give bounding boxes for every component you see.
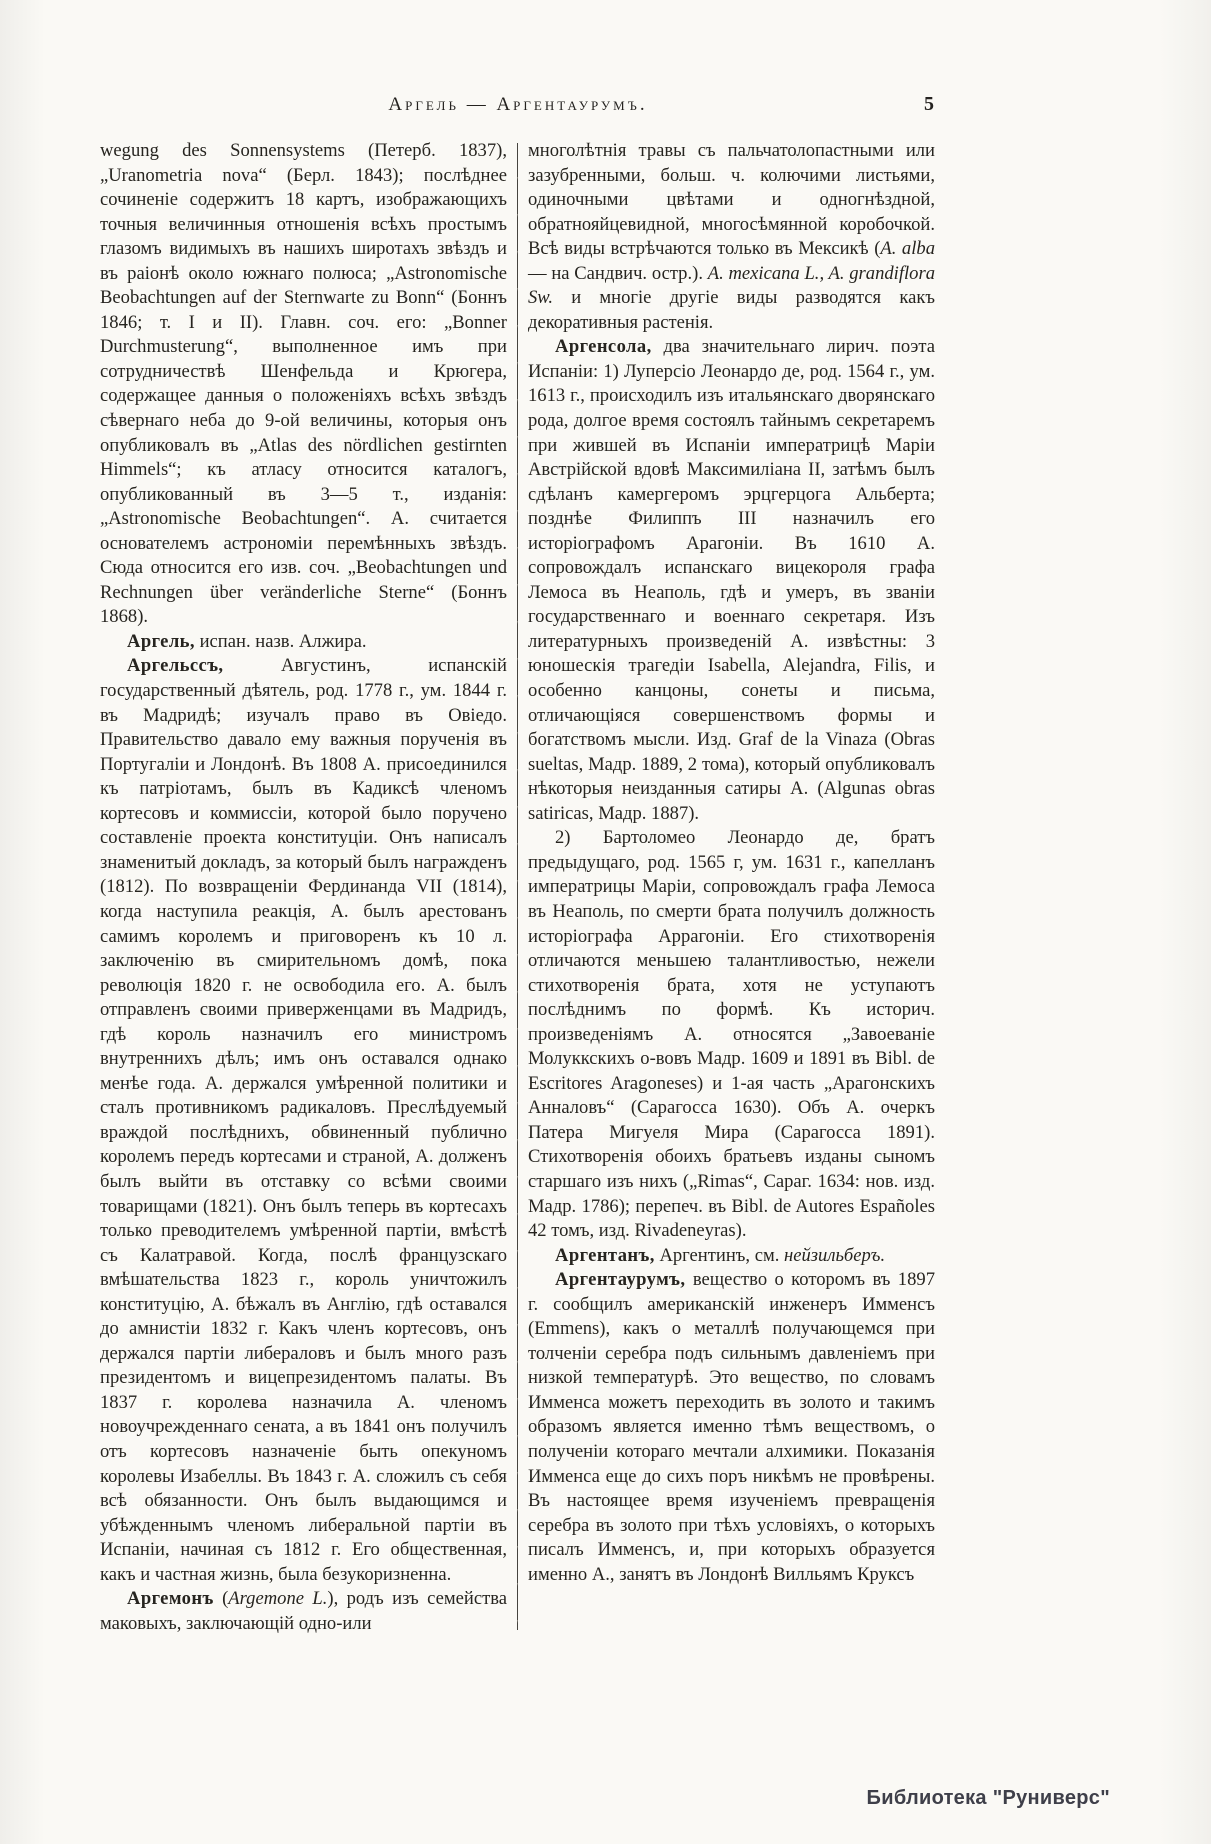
text-run: и многіе другіе виды разводятся какъ декоративныя растенія.: [528, 287, 935, 333]
paragraph: [100, 630, 507, 655]
entry-headword: Аргентаурумъ,: [555, 1269, 686, 1291]
text-run: 2) Бартоломео Леонардо де, братъ предыдущаго, род. 1565 г, ум. 1631 г., капелланъ императрицы Маріи, сопровождалъ графа Лемоса въ Неаполь, по смерти брата получилъ должность исторіографа Аррагоніи. Его стихотворенія отличаются меньшею талантливостью, нежели стихотворенія брата, хотя не уступаютъ послѣднимъ по формѣ. Къ историч. произведеніямъ А. относятся „Завоеваніе Молуккскихъ о-вовъ Мадр. 1609 и 1891 въ Bibl. de Escritores Aragoneses) и 1-ая часть „Арагонскихъ Анналовъ“ (Сарагосса 1630). Объ А. очеркъ Патера Мигуеля Мира (Сарагосса 1891). Стихотворенія обоихъ братьевъ изданы сыномъ старшаго изъ нихъ („Rimas“, Сараг. 1634: нов. изд. Мадр. 1786); перепеч. въ Bibl. de Autores Españoles 42 томъ, изд. Rivadeneyras).: [528, 827, 935, 1242]
column-left: [100, 139, 507, 1636]
text-run: Argemone L.: [228, 1588, 328, 1610]
running-title: Аргель — Аргентаурумъ.: [388, 94, 648, 115]
entry-headword: Аргентанъ,: [555, 1244, 655, 1266]
page-number: 5: [924, 93, 934, 115]
text-run: нейзильберъ.: [784, 1244, 886, 1266]
paragraph: [528, 335, 935, 826]
text-run: Аргентинъ, см.: [654, 1244, 785, 1266]
paragraph: [528, 1268, 935, 1587]
entry-headword: Аргенсола,: [555, 336, 652, 358]
entry-headword: Аргельссъ,: [127, 655, 224, 677]
library-watermark: Библиотека "Руниверс": [866, 1787, 1110, 1809]
text-run: A. mexicana L., A. grandiflora Sw.: [528, 262, 935, 309]
paragraph: [528, 826, 935, 1243]
page-header: [100, 94, 936, 122]
text-run: вещество о которомъ въ 1897 г. сообщилъ американскій инженеръ Имменсъ (Emmens), какъ о металлѣ получающемся при толченіи серебра подъ сильнымъ давленіемъ при низкой температурѣ. Это вещество, по словамъ Имменса можетъ переходить въ золото и такимъ образомъ является именно тѣмъ веществомъ, о полученіи котораго мечтали алхимики. Показанія Имменса еще до сихъ поръ никѣмъ не провѣрены. Въ настоящее время изученіемъ превращенія серебра въ золото при тѣхъ условіяхъ, о которыхъ писалъ Имменсъ, и, при которыхъ образуется именно А., занятъ въ Лондонѣ Вилльямъ Круксъ: [528, 1269, 935, 1585]
entry-headword: Аргемонъ: [127, 1588, 214, 1610]
paragraph: [528, 139, 935, 335]
column-right: [528, 139, 935, 1587]
paragraph: [528, 1244, 935, 1269]
text-run: wegung des Sonnensystems (Петерб. 1837), „Uranometria nova“ (Берл. 1843); послѣднее сочиненіе содержитъ 18 картъ, изображающихъ точныя величинныя отношенія всѣхъ простымъ глазомъ видимыхъ въ нашихъ широтахъ звѣздъ и въ раіонѣ около южнаго полюса; „Astronomische Beobachtungen auf der Sternwarte zu Bonn“ (Боннъ 1846; т. I и II). Главн. соч. его: „Bonner Durchmusterung“, выполненное имъ при сотрудничествѣ Шенфельда и Крюгера, содержащее данныя о положеніяхъ всѣхъ звѣздъ сѣвернаго неба до 9-ой величины, которыя онъ опубликовалъ въ „Atlas des nördlichen gestirnten Himmels“; къ атласу относится каталогъ, опубликованный въ 3—5 т., изданія: „Astronomische Beobachtungen“. А. считается основателемъ астрономіи перемѣнныхъ звѣздъ. Сюда относится его изв. соч. „Beobachtungen und Rechnungen über veränderliche Sterne“ (Боннъ 1868).: [100, 140, 507, 628]
paragraph: [100, 139, 507, 630]
paragraph: [100, 654, 507, 1587]
text-run: два значительнаго лирич. поэта Испаніи: 1) Луперсіо Леонардо де, род. 1564 г., ум. 1613 г., происходилъ изъ итальянскаго дворянскаго рода, долгое время состоялъ тайнымъ секретаремъ при жившей въ Испаніи императрицѣ Маріи Австрійской вдовѣ Максимиліана II, затѣмъ былъ сдѣланъ камергеромъ эрцгерцога Альберта; позднѣе Филиппъ III назначилъ его исторіографомъ Арагоніи. Въ 1610 А. сопровождалъ испанскаго вицекороля графа Лемоса въ Неаполь, гдѣ и умеръ, въ званіи государственнаго и военнаго секретаря. Изъ литературныхъ произведеній А. извѣстны: 3 юношескія трагедіи Isabella, Alejandra, Filis, и особенно канцоны, сонеты и письма, отличающіяся совершенствомъ формы и богатствомъ мысли. Изд. Graf de la Vinaza (Obras sueltas, Мадр. 1889, 2 тома), который опубликовалъ нѣкоторыя неизданныя сатиры А. (Algunas obras satiricas, Мадр. 1887).: [528, 336, 935, 824]
entry-headword: Аргель,: [127, 630, 195, 652]
text-run: испан. назв. Алжира.: [194, 630, 367, 652]
text-columns: [100, 139, 936, 1636]
text-run: (: [213, 1588, 229, 1610]
text-run: A. alba: [880, 238, 935, 260]
text-run: Августинъ, испанскій государственный дѣятель, род. 1778 г., ум. 1844 г. въ Мадридѣ; изучалъ право въ Овіедо. Правительство давало ему важныя порученія въ Португаліи и Лондонѣ. Въ 1808 А. присоединился къ патріотамъ, былъ въ Кадиксѣ членомъ кортесовъ и коммиссіи, которой было поручено составленіе проекта конституціи. Онъ написалъ знаменитый докладъ, за который былъ награжденъ (1812). По возвращеніи Фердинанда VII (1814), когда наступила реакція, А. былъ арестованъ самимъ королемъ и приговоренъ къ 10 л. заключенію въ смирительномъ домѣ, пока революція 1820 г. не освободила его. А. былъ отправленъ своими приверженцами въ Мадридъ, гдѣ король назначилъ его министромъ внутреннихъ дѣлъ; имъ онъ оставался однако менѣе года. А. держался умѣренной политики и сталъ противникомъ радикаловъ. Преслѣдуемый враждой послѣднихъ, обвиненный публично королемъ передъ кортесами и страной, А. долженъ былъ выйти въ отставку со всѣми своими товарищами (1821). Онъ былъ теперь въ кортесахъ только преводителемъ умѣренной партіи, вмѣстѣ съ Калатравой. Когда, послѣ французскаго вмѣшательства 1823 г., король уничтожилъ конституцію, А. бѣжалъ въ Англію, гдѣ оставался до амнистіи 1832 г. Какъ членъ кортесовъ, онъ держался партіи либераловъ и былъ много разъ президентомъ и вицепрезидентомъ палаты. Въ 1837 г. королева назначила А. членомъ новоучрежденнаго сената, а въ 1841 онъ получилъ отъ кортесовъ назначеніе быть опекуномъ королевы Изабеллы. Въ 1843 г. А. сложилъ съ себя всѣ обязанности. Онъ былъ выдающимся и убѣжденнымъ членомъ либеральной партіи въ Испаніи, начиная съ 1812 г. Его общественная, какъ и частная жизнь, была безукоризненна.: [100, 655, 507, 1585]
text-run: многолѣтнія травы съ пальчатолопастными или зазубренными, больш. ч. колючими листьями, одиночными цвѣтами и одногнѣздной, обратнояйцевидной, многосѣмянной коробочкой. Всѣ виды встрѣчаются только въ Мексикѣ (: [528, 140, 935, 260]
text-run: — на Сандвич. остр.).: [528, 262, 708, 284]
column-divider: [517, 143, 518, 1630]
paragraph: [100, 1587, 507, 1636]
text-run: ), родъ изъ семейства маковыхъ, заключающій одно-или: [100, 1588, 507, 1634]
